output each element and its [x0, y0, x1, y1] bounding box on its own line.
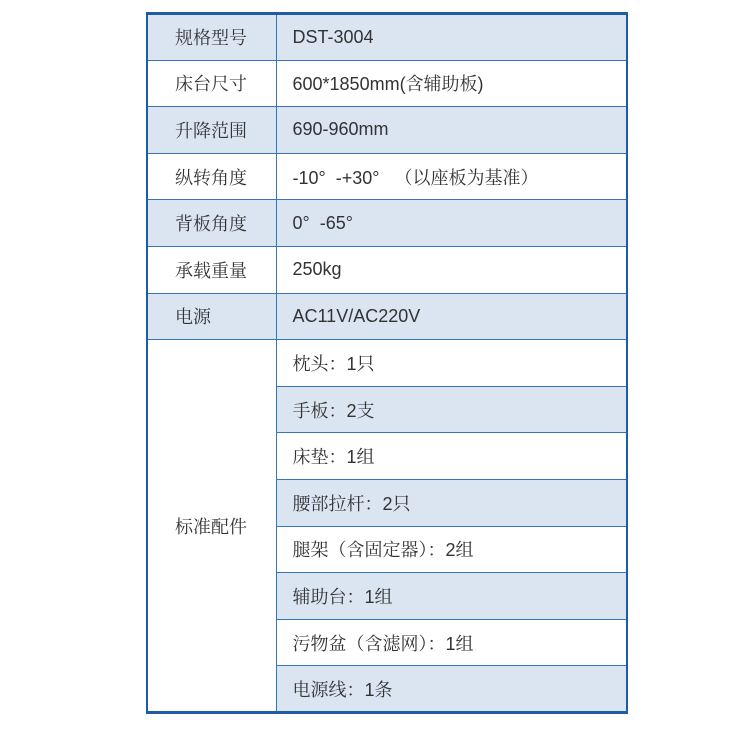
- accessory-item-cell: 手板：2支: [276, 386, 627, 433]
- accessory-item-cell: 床垫：1组: [276, 433, 627, 480]
- accessories-label-cell: 标准配件: [147, 340, 276, 713]
- spec-value-cell: DST-3004: [276, 14, 627, 61]
- spec-value-cell: 0° -65°: [276, 200, 627, 247]
- accessory-item-cell: 电源线：1条: [276, 666, 627, 713]
- accessory-item-cell: 腿架（含固定器）：2组: [276, 526, 627, 573]
- spec-label-cell: 承载重量: [147, 246, 276, 293]
- spec-label-cell: 床台尺寸: [147, 60, 276, 107]
- accessory-item-cell: 腰部拉杆：2只: [276, 479, 627, 526]
- spec-table: [146, 12, 628, 714]
- table-row: [147, 14, 627, 61]
- table-row: [147, 153, 627, 200]
- accessory-item-cell: 枕头：1只: [276, 340, 627, 387]
- spec-label-cell: 升降范围: [147, 107, 276, 154]
- accessory-item-cell: 污物盆（含滤网）：1组: [276, 619, 627, 666]
- spec-value-cell: 690-960mm: [276, 107, 627, 154]
- spec-table-body: [147, 14, 627, 713]
- table-row: [147, 340, 627, 387]
- spec-label-cell: 电源: [147, 293, 276, 340]
- table-row: [147, 246, 627, 293]
- spec-value-cell: -10° -+30° （以座板为基准）: [276, 153, 627, 200]
- spec-label-cell: 规格型号: [147, 14, 276, 61]
- spec-label-cell: 纵转角度: [147, 153, 276, 200]
- table-row: [147, 60, 627, 107]
- spec-label-cell: 背板角度: [147, 200, 276, 247]
- table-row: [147, 293, 627, 340]
- spec-value-cell: 250kg: [276, 246, 627, 293]
- spec-value-cell: 600*1850mm(含辅助板): [276, 60, 627, 107]
- table-row: [147, 200, 627, 247]
- accessory-item-cell: 辅助台：1组: [276, 573, 627, 620]
- spec-value-cell: AC11V/AC220V: [276, 293, 627, 340]
- table-row: [147, 107, 627, 154]
